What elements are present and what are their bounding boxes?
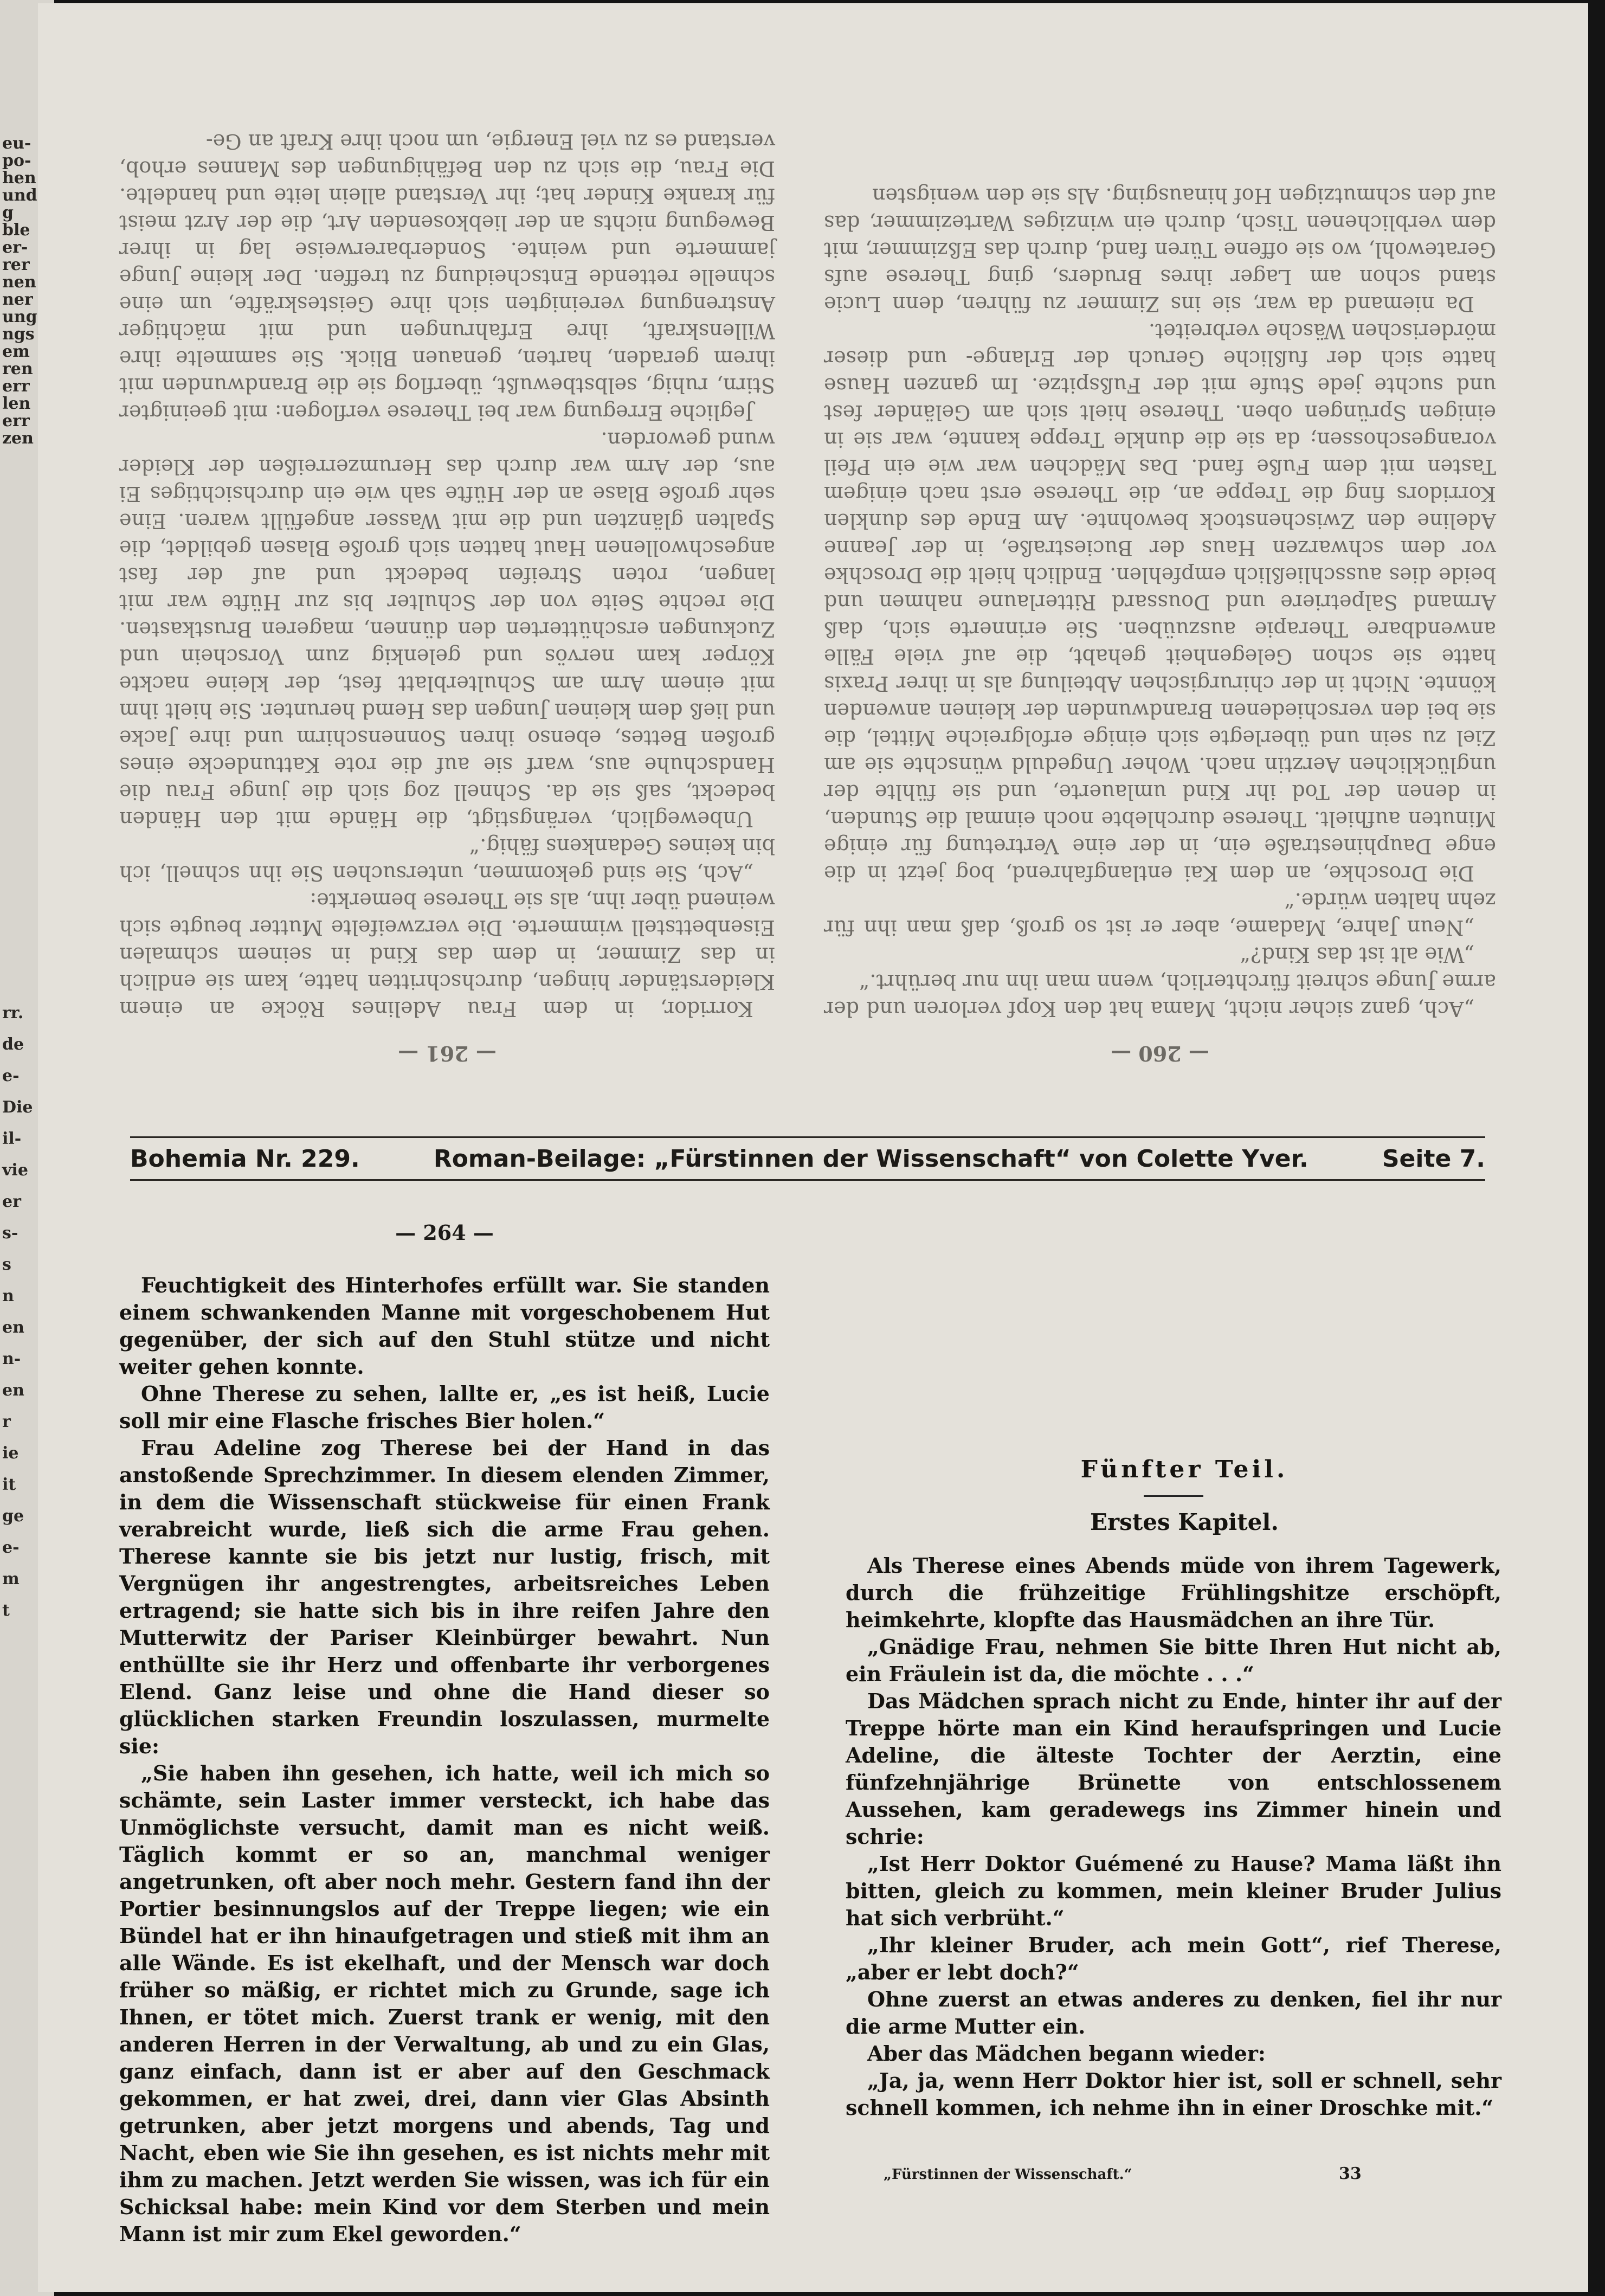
divider — [1144, 1495, 1203, 1497]
paragraph: „Ja, ja, wenn Herr Doktor hier ist, soll er schnell, sehr schnell kommen, ich nehme ihn in einer Droschke mit.“ — [846, 2068, 1501, 2120]
edge-fragment: il- — [2, 1129, 22, 1148]
page-number: — 261 — — [398, 1041, 497, 1066]
edge-fragment: g — [2, 203, 14, 222]
edge-fragment: en — [2, 1318, 24, 1337]
paragraph: Jegliche Erregung war bei Therese verflogen: mit geeinigter Stirn, ruhig, selbstbewußt, überflog sie die Brandwunden mit ihrem geraden, harten, genauen Blick. Sie sammelte ihre Willenskraft, ihre Erfahrungen und mit mächtiger Anstrengung vereinigten sich ihre Geisteskräfte, um eine schnelle rettende Entscheidung zu treffen. Der kleine Junge jammerte und weinte. Sonderbarerweise lag in ihrer Bewegung nichts an der liebkosenden Art, die der Arzt meist für kranke Kinder hat; ihr Verstand allein leite und handelte. Die Frau, die sich zu den Befähigungen des Mannes erhob, verstand es zu viel Energie, um noch ihre Kraft an Ge- — [119, 130, 775, 425]
paragraph: Ohne zuerst an etwas anderes zu denken, fiel ihr nur die arme Mutter ein. — [846, 1987, 1501, 2038]
paragraph: Da niemand da war, sie ins Zimmer zu führen, denn Lucie stand schon am Lager ihres Bruders, ging Therese aufs Geratewohl, wo sie offene Türen fand, durch das Eßzimmer, mit dem verblichenen Tisch, durch ein winziges Wartezimmer, das auf den schmutzigen Hof hinausging. Als sie den wenigsten — [824, 184, 1496, 316]
inverted-page-260 — [824, 95, 1496, 1066]
edge-fragment: ge — [2, 1507, 24, 1526]
edge-fragment: po- — [2, 151, 31, 170]
edge-fragment: ble — [2, 221, 30, 240]
edge-fragment: ie — [2, 1444, 19, 1463]
edge-fragment: en — [2, 1381, 24, 1400]
edge-fragment: em — [2, 342, 30, 361]
part-title: Fünfter Teil. — [1080, 1456, 1288, 1483]
paragraph: Korridor, in dem Frau Adelines Röcke an einem Kleiderständer hingen, durchschritten hatte, kam sie endlich in das Zimmer, in dem das Kind in seinem schmalen Eisenbettstell wimmerte. Die verzweifelte Mutter beugte sich weinend über ihn, als sie Therese bemerkte: — [119, 889, 775, 1021]
edge-fragment: s- — [2, 1224, 18, 1243]
edge-fragment: n- — [2, 1349, 21, 1368]
paragraph: Als Therese eines Abends müde von ihrem Tagewerk, durch die frühzeitige Frühlingshitze erschöpft, heimkehrte, klopfte das Hausmädchen an ihre Tür. — [846, 1553, 1501, 1632]
edge-fragment: vie — [2, 1161, 28, 1180]
edge-fragment: er — [2, 1192, 21, 1211]
edge-fragment: len — [2, 394, 31, 413]
paragraph: Feuchtigkeit des Hinterhofes erfüllt war. Sie standen einem schwankenden Manne mit vorgeschobenem Hut gegenüber, der sich auf den Stuhl stütze und nicht weiter gehen konnte. — [119, 1273, 770, 1379]
edge-fragment: ren — [2, 359, 33, 378]
edge-fragment: er- — [2, 238, 28, 257]
edge-fragment: eu- — [2, 134, 31, 153]
edge-fragment: r — [2, 1412, 11, 1431]
paragraph: „Neun Jahre, Madame, aber er ist so groß, daß man ihn für zehn halten würde.“ — [824, 889, 1496, 940]
edge-fragment: de — [2, 1035, 24, 1054]
running-header — [130, 1136, 1485, 1181]
edge-fragment: rer — [2, 255, 30, 274]
page-text — [824, 182, 1496, 1022]
edge-fragment: it — [2, 1475, 16, 1494]
edge-fragment: t — [2, 1601, 10, 1620]
footer-signature-number: 33 — [1339, 2164, 1362, 2183]
paragraph: „Ist Herr Doktor Guémené zu Hause? Mama läßt ihn bitten, gleich zu kommen, mein kleiner Bruder Julius hat sich verbrüht.“ — [846, 1851, 1501, 1930]
paragraph: Aber das Mädchen begann wieder: — [867, 2041, 1266, 2066]
paragraph: Die Droschke, an dem Kai entlangfahrend, bog jetzt in die enge Dauphinestraße ein, in der eine Vertretung für einige Minuten aufhielt. Therese durchlebte noch einmal die Stunden, in denen der Tod ihr Kind umlauerte, und sie fühlte der unglücklichen Aerztin nach. Woher Ungeduld wünschte sie am Ziel zu sein und überlegte sich einige erfolgreiche Mittel, die sie bei den verschiedenen Brandwunden der kleinen anwenden könnte. Nicht in der chirurgischen Abteilung als in ihrer Praxis hatte sie schon Gelegenheit gehabt, die auf viele Fälle anwendbare Therapie auszuüben. Sie erinnerte sich, daß Armand Salpetriere und Doussard Ritterlaune nahmen und beide dies ausschließlich empfehlen. Endlich hielt die Droschke vor dem schwarzen Haus der Buciestraße, in der Jeanne Adeline den Zwischenstock bewohnte. Am Ende des dunklen Korridors fing die Treppe an, die Therese erst nach einigem Tasten mit dem Fuße fand. Das Mädchen war wie ein Pfeil vorangeschossen; da sie die dunkle Treppe kannte, war sie in einigen Sprüngen oben. Therese hielt sich am Geländer fest und suchte jede Stufe mit der Fußspitze. Im ganzen Hause hatte sich der fußliche Geruch der Erlange- und dieser mörderischen Wäsche verbreitet. — [824, 319, 1496, 885]
newspaper-page — [38, 3, 1588, 2292]
paragraph: Ohne Therese zu sehen, lallte er, „es ist heiß, Lucie soll mir eine Flasche frisches Bier holen.“ — [119, 1381, 770, 1433]
edge-fragment: ngs — [2, 325, 35, 344]
page-number-264: — 264 — — [395, 1220, 494, 1245]
paragraph: „Sie haben ihn gesehen, ich hatte, weil ich mich so schämte, sein Laster immer versteckt, ich habe das Unmöglichste versucht, damit man es nicht weiß. Täglich kommt er so an, manchmal weniger angetrunken, oft aber noch mehr. Gestern fand ihn der Portier besinnungslos auf der Treppe liegen; wie ein Bündel hat er ihn hinaufgetragen und stieß mit ihm an alle Wände. Es ist ekelhaft, und der Mensch war doch früher so mäßig, er richtet mich zu Grunde, sage ich Ihnen, er tötet mich. Zuerst trank er wenig, mit den anderen Herren in der Verwaltung, ab und zu ein Glas, ganz einfach, dann ist er aber auf den Geschmack gekommen, er hat zwei, drei, dann vier Glas Absinth getrunken, aber jetzt morgens und abends, Tag und Nacht, eben wie Sie ihn gesehen, es ist nichts mehr mit ihm zu machen. Jetzt werden Sie wissen, was ich für ein Schicksal habe: mein Kind vor dem Sterben und mein Mann ist mir zum Ekel geworden.“ — [119, 1761, 770, 2246]
supplement-title: Roman-Beilage: „Fürstinnen der Wissenschaft“ von Colette Yver. — [433, 1144, 1309, 1173]
footer-title: „Fürstinnen der Wissenschaft.“ — [884, 2166, 1132, 2183]
edge-fragment: e- — [2, 1066, 20, 1085]
paragraph: Frau Adeline zog Therese bei der Hand in das anstoßende Sprechzimmer. In diesem elenden Zimmer, in dem die Wissenschaft stückweise für einen Frank verabreicht wurde, ließ sich die arme Frau gehen. Therese kannte sie bis jetzt nur lustig, frisch, mit Vergnügen ihr angestrengtes, arbeitsreiches Leben ertragend; sie hatte sich bis in ihre reifen Jahre den Mutterwitz der Pariser Kleinbürger bewahrt. Nun enthüllte sie ihr Herz und offenbarte ihr verborgenes Elend. Ganz leise und ohne die Hand dieser so glücklichen starken Freundin loszulassen, murmelte sie: — [119, 1436, 770, 1758]
paragraph: „Ach, Sie sind gekommen, untersuchen Sie ihn schnell, ich bin keines Gedankens fähig.“ — [119, 834, 775, 885]
edge-fragment: rr. — [2, 1004, 24, 1022]
edge-fragment: err — [2, 411, 30, 430]
issue-label: Bohemia Nr. 229. — [130, 1144, 360, 1173]
page-label: Seite 7. — [1382, 1144, 1485, 1173]
paragraph: „Wie alt ist das Kind?“ — [1240, 943, 1474, 967]
edge-fragment: nen — [2, 273, 36, 292]
edge-fragment: ner — [2, 290, 33, 309]
part-five-column — [846, 1456, 1501, 2121]
page-264-text — [119, 1272, 770, 2248]
page-text — [119, 128, 775, 1022]
edge-fragment: Die — [2, 1098, 33, 1117]
paragraph: „Gnädige Frau, nehmen Sie bitte Ihren Hut nicht ab, ein Fräulein ist da, die möchte . . .“ — [846, 1635, 1501, 1686]
paragraph: Das Mädchen sprach nicht zu Ende, hinter ihr auf der Treppe hörte man ein Kind heraufspringen und Lucie Adeline, die älteste Tochter der Aerztin, eine fünfzehnjährige Brünette von entschlossenem Aussehen, kam geradewegs ins Zimmer hinein und schrie: — [846, 1689, 1501, 1849]
edge-fragment: und — [2, 186, 37, 205]
paragraph: Unbeweglich, verängstigt, die Hände mit den Händen bedeckt, saß sie da. Schnell zog sich die junge Frau die Handschuhe aus, warf sie auf die rote Kattundecke eines großen Bettes, ebenso ihren Sonnenschirm und ihre Jacke und ließ dem kleinen Jungen das Hemd herunter. Sie hielt ihm mit einem Arm am Schulterblatt fest, der kleine nackte Körper kam nervös und gelenkig zum Vorschein und Zuckungen erschütterten den dünnen, mageren Brustkasten. Die rechte Seite von der Schulter bis zur Hüfte war mit langen, roten Streifen bedeckt und auf der fast angeschwollenen Haut hatten sich große Blasen gebildet, die Spalten glänzten und die mit Wasser angefüllt waren. Eine sehr große Blase an der Hüfte sah wie ein durchsichtiges Ei aus, der Arm war durch das Herumzerreißen der Kleider wund geworden. — [119, 428, 775, 831]
edge-fragment: zen — [2, 429, 34, 448]
chapter-text — [846, 1552, 1501, 2121]
page-number: — 260 — — [1111, 1041, 1209, 1066]
edge-fragment: e- — [2, 1538, 20, 1557]
paragraph: „Ihr kleiner Bruder, ach mein Gott“, rief Therese, „aber er lebt doch?“ — [846, 1933, 1501, 1984]
paragraph: „Ach, ganz sicher nicht, Mama hat den Kopf verloren und der arme Junge schreit fürchterlich, wenn man ihn nur berührt.“ — [824, 970, 1496, 1021]
edge-fragment: s — [2, 1255, 11, 1274]
chapter-title: Erstes Kapitel. — [1090, 1509, 1279, 1535]
edge-fragment: n — [2, 1287, 14, 1305]
edge-fragment: ung — [2, 307, 37, 326]
edge-fragment: err — [2, 377, 30, 396]
edge-fragment: hen — [2, 169, 36, 188]
edge-fragment: m — [2, 1570, 20, 1588]
inverted-page-261 — [119, 112, 775, 1066]
